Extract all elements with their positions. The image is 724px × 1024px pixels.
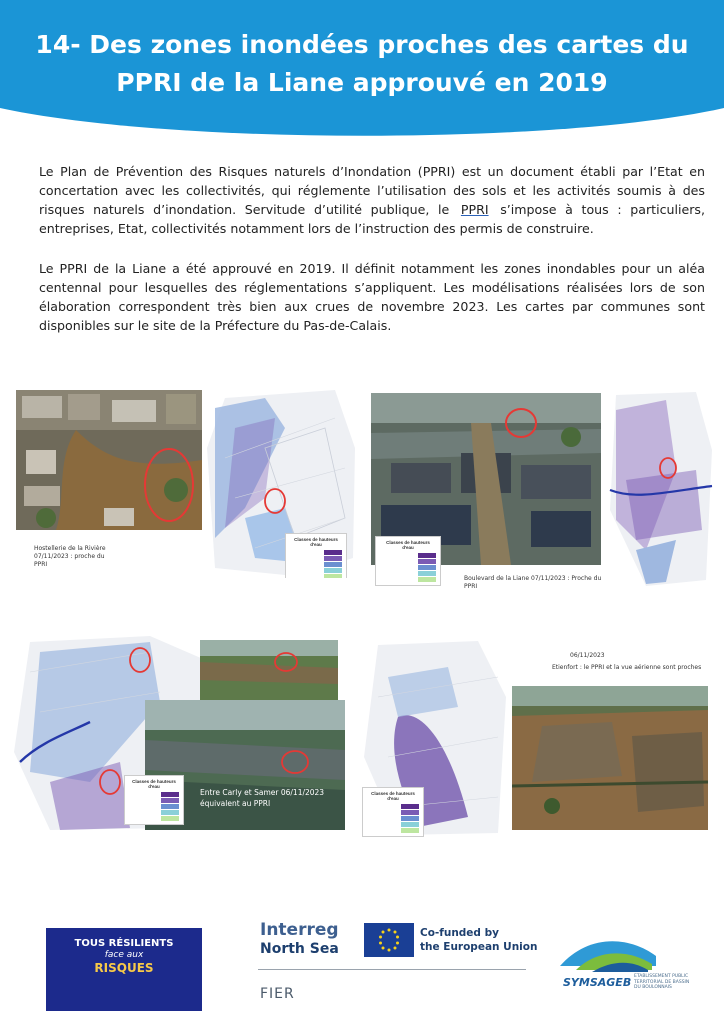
tous-line-1: TOUS RÉSILIENTS: [74, 938, 174, 949]
p1-text-after: s’impose à tous : particuliers, entreprises, Etat, collectivités notamment lors de l’instruction des permis de construire.: [39, 202, 705, 236]
tous-resilients-text: [46, 938, 202, 975]
map-legend-2: [375, 536, 441, 586]
eu-flag-icon: [364, 923, 414, 957]
fier-label: FIER: [260, 986, 295, 1002]
title-line-1: 14- Des zones inondées proches des cartes du: [35, 30, 689, 59]
title-line-2: PPRI de la Liane approuvé en 2019: [116, 68, 608, 97]
ppri-map-hostellerie: [205, 388, 357, 578]
aerial-photo-carly-top: [200, 640, 338, 700]
tous-line-3: RISQUES: [94, 961, 154, 975]
map-legend: [285, 533, 347, 578]
caption-hostellerie: Hostellerie de la Rivière 07/11/2023 : proche du PPRI: [34, 545, 106, 568]
aerial-photo-hostellerie: [16, 390, 202, 530]
tous-line-2: face aux: [104, 950, 144, 960]
p1-text-before: Le Plan de Prévention des Risques naturels d’Inondation (PPRI) est un document établi par l’Etat en concertation avec les collectivités, qui réglemente l’utilisation des sols et les activités soumis à des risques naturels d’inondation. Servitude d’utilité publique, le: [39, 164, 705, 217]
logo-tous-resilients: [46, 928, 202, 1011]
interreg-line-2: North Sea: [260, 941, 339, 957]
ppri-map-etienfort: [358, 637, 510, 837]
ppri-map-boulevard: [606, 390, 714, 588]
caption-carly-line-1: Entre Carly et Samer 06/11/2023: [200, 788, 325, 797]
header-banner: [0, 0, 724, 150]
eu-line-1: Co-funded by: [420, 927, 499, 939]
eu-cofunded-text: [420, 926, 537, 954]
eu-line-2: the European Union: [420, 941, 538, 953]
map-legend-4: [362, 787, 424, 837]
caption-etienfort: Etienfort : le PPRI et la vue aérienne sont proches: [552, 664, 702, 671]
interreg-line-1: Interreg: [260, 920, 339, 940]
symsageb-logo: [556, 926, 684, 1006]
caption-carly-line-2: équivalent au PPRI: [200, 799, 271, 808]
caption-carly-samer: [200, 787, 340, 809]
legend-title-2: Classes de hauteurs d'eau: [386, 540, 430, 550]
page-title: [20, 26, 704, 102]
interreg-logo: [260, 920, 339, 958]
caption-boulevard: Boulevard de la Liane 07/11/2023 : Proche du PPRI: [464, 575, 602, 590]
caption-etienfort-date: 06/11/2023: [570, 652, 605, 659]
ppri-link[interactable]: PPRI: [460, 202, 489, 217]
footer-divider: [258, 969, 526, 970]
aerial-photo-etienfort: [512, 686, 708, 830]
legend-title-3: Classes de hauteurs d'eau: [132, 779, 176, 789]
legend-title-4: Classes de hauteurs d'eau: [371, 791, 415, 801]
symsageb-name: SYMSAGEB: [563, 976, 632, 989]
intro-paragraph-1: [39, 162, 705, 238]
map-legend-3: [124, 775, 184, 825]
intro-paragraph-2: Le PPRI de la Liane a été approuvé en 2019. Il définit notamment les zones inondables pour un aléa centennal pour lesquelles des réglementations s’appliquent. Les modélisations réalisées lors de son élaboration correspondent très bien aux crues de novembre 2023. Les cartes par communes sont disponibles sur le site de la Préfecture du Pas-de-Calais.: [39, 261, 705, 333]
legend-title: Classes de hauteurs d'eau: [294, 537, 338, 547]
symsageb-subtitle: ETABLISSEMENT PUBLIC TERRITORIAL DE BASSIN DU BOULONNAIS: [634, 974, 690, 990]
